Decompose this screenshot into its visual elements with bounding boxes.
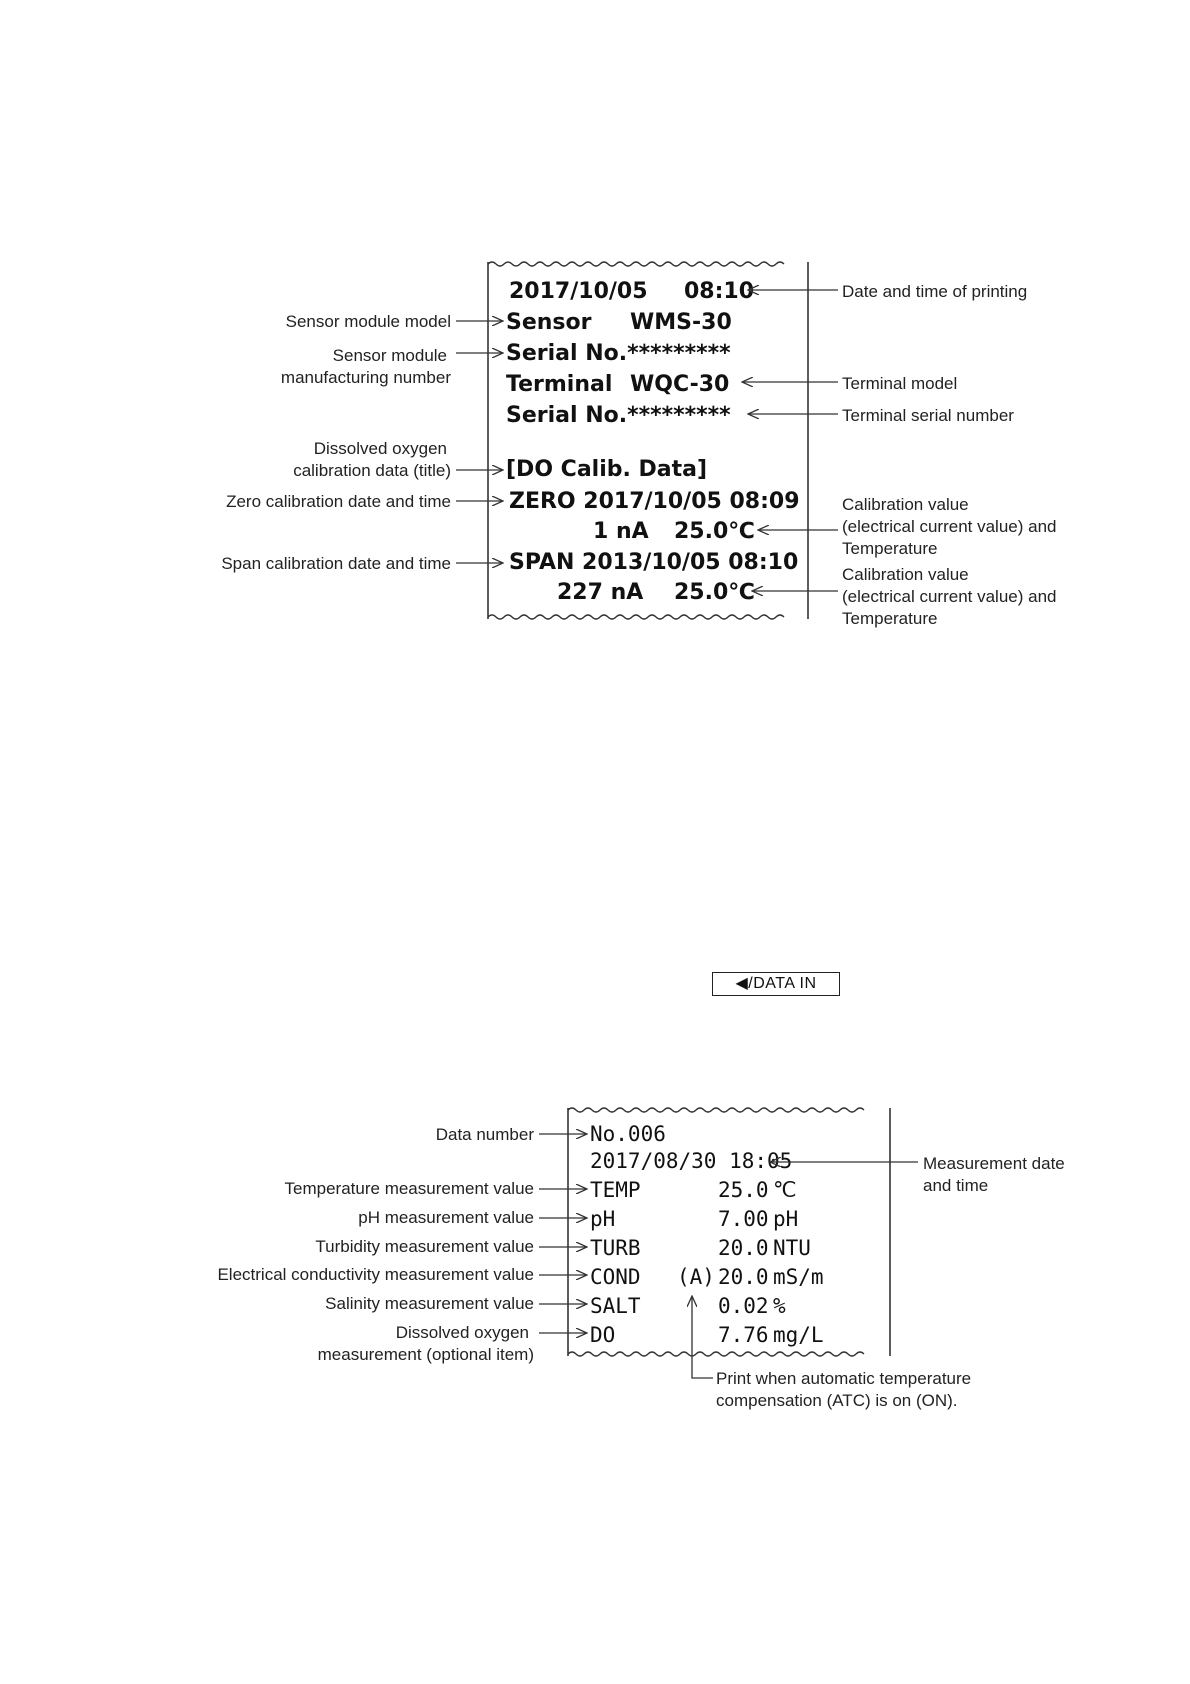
label-temp: Temperature measurement value (284, 1179, 534, 1198)
slip-bottom-edge (488, 615, 784, 619)
measurement-row-do (590, 1323, 824, 1347)
data-in-key: ◀/DATA IN (712, 972, 840, 996)
label-do-2: measurement (optional item) (317, 1345, 534, 1364)
span-calib-temp: 25.0℃ (674, 580, 755, 605)
data-slip-top-edge (568, 1108, 864, 1112)
row-unit: % (773, 1294, 786, 1318)
label-span-calib-value-2: (electrical current value) and (842, 587, 1057, 606)
measurement-row-salt (590, 1294, 786, 1318)
span-calib-line: SPAN 2013/10/05 08:10 (509, 550, 799, 575)
label-terminal-model: Terminal model (842, 374, 958, 393)
label-zero-calib-value-1: Calibration value (842, 495, 969, 514)
sensor-model: WMS-30 (630, 310, 732, 335)
terminal-serial: Serial No.********* (506, 403, 731, 428)
label-salt: Salinity measurement value (325, 1294, 534, 1313)
measurement-row-cond (590, 1265, 824, 1289)
label-ph: pH measurement value (358, 1208, 534, 1227)
slip-top-edge (488, 262, 784, 266)
data-slip-bottom-edge (568, 1352, 864, 1356)
row-value: 20.0 (718, 1236, 769, 1260)
label-span-datetime: Span calibration date and time (221, 554, 451, 573)
label-cond: Electrical conductivity measurement value (217, 1265, 534, 1284)
row-unit: pH (773, 1207, 799, 1231)
terminal-model: WQC-30 (630, 372, 730, 397)
zero-calib-line: ZERO 2017/10/05 08:09 (509, 489, 800, 514)
row-value: 0.02 (718, 1294, 769, 1318)
zero-calib-value: 1 nA (593, 519, 649, 544)
label-span-calib-value-1: Calibration value (842, 565, 969, 584)
terminal-label: Terminal (506, 372, 613, 397)
label-print-datetime: Date and time of printing (842, 282, 1028, 301)
row-name: TEMP (590, 1178, 641, 1202)
label-meas-dt-1: Measurement date (923, 1154, 1065, 1173)
row-value: 25.0 (718, 1178, 769, 1202)
row-atc-flag: (A) (677, 1265, 715, 1289)
row-name: SALT (590, 1294, 641, 1318)
calibration-printout (488, 262, 808, 619)
label-turb: Turbidity measurement value (315, 1237, 534, 1256)
zero-calib-temp: 25.0℃ (674, 519, 755, 544)
row-value: 7.00 (718, 1207, 769, 1231)
label-span-calib-value-3: Temperature (842, 609, 938, 628)
row-name: TURB (590, 1236, 641, 1260)
label-atc-2: compensation (ATC) is on (ON). (716, 1391, 958, 1410)
row-name: COND (590, 1265, 641, 1289)
row-value: 20.0 (718, 1265, 769, 1289)
sensor-label: Sensor (506, 310, 592, 335)
row-value: 7.76 (718, 1323, 769, 1347)
label-sensor-mfg-1: Sensor module (332, 346, 447, 365)
row-unit: ℃ (773, 1178, 797, 1202)
label-atc-1: Print when automatic temperature (716, 1369, 972, 1388)
measurement-row-turb (590, 1236, 811, 1260)
row-unit: mS/m (773, 1265, 824, 1289)
label-meas-dt-2: and time (923, 1176, 989, 1195)
row-unit: NTU (773, 1236, 811, 1260)
label-zero-calib-value-3: Temperature (842, 539, 938, 558)
label-zero-datetime: Zero calibration date and time (226, 492, 451, 511)
data-printout (568, 1108, 890, 1356)
row-name: pH (590, 1207, 616, 1231)
label-do-1: Dissolved oxygen (395, 1323, 529, 1342)
row-unit: mg/L (773, 1323, 824, 1347)
label-do-title-2: calibration data (title) (293, 461, 451, 480)
label-do-title-1: Dissolved oxygen (313, 439, 447, 458)
row-name: DO (590, 1323, 616, 1347)
span-calib-value: 227 nA (557, 580, 644, 605)
sensor-serial: Serial No.********* (506, 341, 731, 366)
label-terminal-serial: Terminal serial number (842, 406, 1014, 425)
label-data-number: Data number (435, 1125, 534, 1144)
measurement-datetime: 2017/08/30 18:05 (590, 1149, 793, 1173)
label-sensor-mfg-2: manufacturing number (280, 368, 451, 387)
data-number: No.006 (590, 1122, 666, 1146)
do-calib-title: [DO Calib. Data] (506, 457, 708, 482)
print-date: 2017/10/05 (509, 279, 648, 304)
print-time: 08:10 (684, 279, 755, 304)
label-sensor-model: Sensor module model (285, 312, 451, 331)
measurement-row-ph (590, 1207, 798, 1231)
measurement-row-temp (590, 1178, 797, 1202)
label-zero-calib-value-2: (electrical current value) and (842, 517, 1057, 536)
arrow-atc-flag (692, 1296, 713, 1378)
